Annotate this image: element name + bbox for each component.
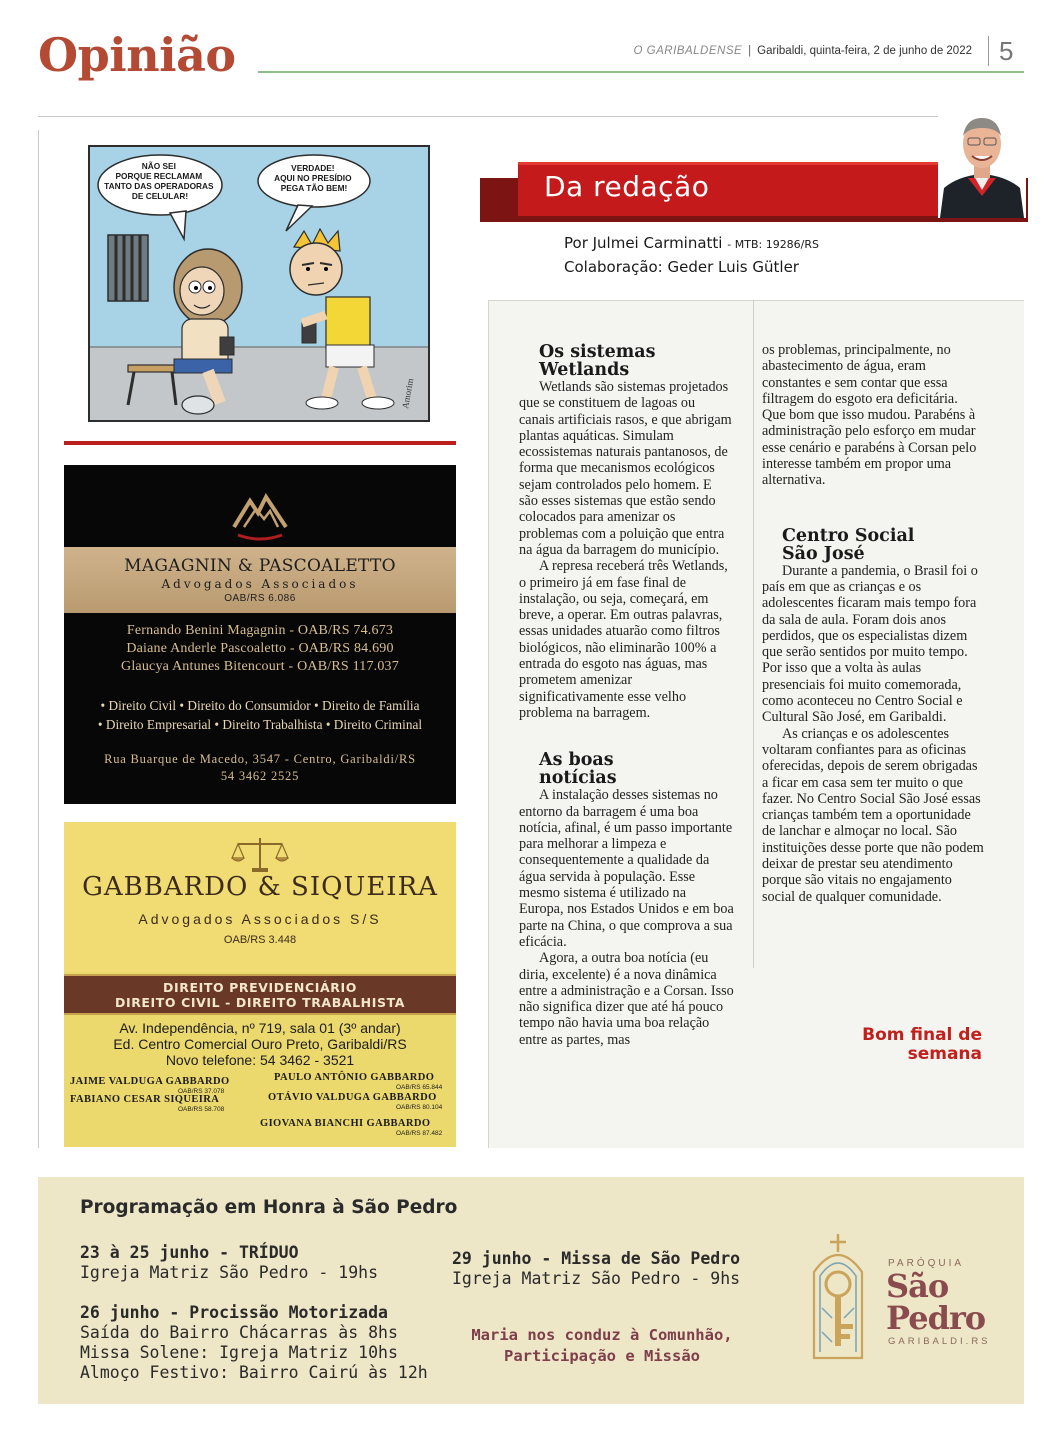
header-meta — [560, 45, 972, 57]
article-paragraph: Wetlands são sistemas projetados que se constituem de lagoas ou canais artificiais rasos, e que abrigam plantas aquáticas. Simulam ecossistemas naturais pantanosos, de forma que mecanismos ecológicos sejam controlados pelo homem. E são esses sistemas que estão sendo colocados para amenizar os problemas com a poluição que entra na água da barragem do município. — [519, 379, 732, 558]
ad2-address-line: Ed. Centro Comercial Ouro Preto, Garibaldi/RS — [113, 1036, 407, 1052]
ad2-lawyer-oab: OAB/RS 58.708 — [178, 1106, 225, 1113]
ad1-phone: 54 3462 2525 — [220, 769, 300, 783]
column-rule — [753, 300, 754, 968]
logo-city: GARIBALDI.RS — [888, 1336, 991, 1347]
event-title: 29 junho - Missa de São Pedro — [452, 1249, 741, 1268]
section-title: Opinião — [38, 28, 236, 82]
ad1-practice-areas — [64, 696, 456, 734]
ad2-practice-band — [64, 974, 456, 1015]
ad2-address-line: Av. Independência, nº 719, sala 01 (3º andar) — [119, 1020, 401, 1036]
event-title: 26 junho - Procissão Motorizada — [80, 1303, 388, 1322]
ad1-oab: OAB/RS 6.086 — [224, 593, 296, 604]
author-mtb: - MTB: 19286/RS — [727, 238, 820, 251]
ad2-lawyer-name: GIOVANA BIANCHI GABBARDO — [260, 1118, 431, 1129]
ad1-lawyer: Daiane Anderle Pascoaletto - OAB/RS 84.690 — [126, 641, 394, 656]
ad-gabbardo — [64, 822, 456, 1147]
section-heading: Centro Social São José — [782, 525, 915, 564]
header-separator: | — [748, 45, 752, 57]
ad2-lawyer-name: FABIANO CESAR SIQUEIRA — [70, 1094, 220, 1105]
panel-rule — [488, 300, 1024, 301]
column-title: Da redação — [544, 170, 710, 203]
ad2-address — [64, 1020, 456, 1068]
closing-note: Bom final de semana — [862, 1025, 982, 1064]
page-number: 5 — [988, 36, 1013, 66]
logo-name-line: São — [886, 1267, 949, 1305]
byline-collaboration: Colaboração: Geder Luis Gütler — [564, 258, 799, 276]
ad2-area-line: DIREITO CIVIL - DIREITO TRABALHISTA — [114, 995, 406, 1010]
byline — [564, 232, 819, 278]
event-detail: Saída do Bairro Chácarras às 8hs — [80, 1323, 398, 1342]
article-paragraph: As crianças e os adolescentes voltaram confiantes para as oficinas oferecidas, depois de serem obrigadas a ficar em casa sem ter muito o que fazer. No Centro Social São José essas crianças também tem a oportunidade de lanchar e almoçar no local. São instituições desse porte que não podem deixar de prestar seu atendimento porque são vitais no engajamento social de qualquer comunidade. — [762, 725, 984, 905]
ad2-lawyer-name: JAIME VALDUGA GABBARDO — [70, 1076, 230, 1087]
event-title: 23 à 25 junho - TRÍDUO — [80, 1243, 299, 1262]
ad1-name-band — [64, 547, 456, 613]
ad2-lawyers — [64, 1072, 456, 1147]
red-divider — [64, 441, 456, 445]
event-detail: Igreja Matriz São Pedro - 9hs — [452, 1269, 741, 1288]
banner-title: Programação em Honra à São Pedro — [80, 1197, 458, 1218]
ad1-firm-name: MAGAGNIN & PASCOALETTO — [124, 556, 396, 576]
ad2-lawyer-name: OTÁVIO VALDUGA GABBARDO — [268, 1092, 437, 1103]
ad1-address: Rua Buarque de Macedo, 3547 - Centro, Garibaldi/RS — [104, 752, 416, 766]
logo-name-line: Pedro — [886, 1299, 986, 1337]
article-paragraph: Agora, a outra boa notícia (eu diria, excelente) é a nova dinâmica entre a administração e a Corsan. Isso não significa dizer que até há pouco tempo não havia uma boa relação entre as partes, mas — [519, 950, 734, 1048]
ad2-phone: Novo telefone: 54 3462 - 3521 — [165, 1052, 355, 1068]
byline-author — [564, 232, 819, 256]
event-procissao — [80, 1303, 428, 1383]
ad1-area-line: • Direito Empresarial • Direito Trabalhista • Direito Criminal — [97, 717, 423, 732]
top-divider — [38, 116, 1024, 117]
ad-magagnin — [64, 465, 456, 804]
mountain-logo-icon — [230, 483, 290, 545]
header-rule — [258, 71, 1024, 73]
ad2-lawyer-oab: OAB/RS 65.844 — [396, 1084, 443, 1091]
author-photo — [938, 106, 1026, 218]
panel-rule — [488, 300, 489, 1148]
ad2-lawyer-oab: OAB/RS 37.078 — [178, 1088, 225, 1095]
ad2-oab: OAB/RS 3.448 — [223, 934, 297, 946]
ad2-lawyer-name: PAULO ANTÔNIO GABBARDO — [274, 1072, 435, 1083]
author-name: Por Julmei Carminatti — [564, 234, 723, 252]
ad2-lawyer-oab: OAB/RS 80.104 — [396, 1104, 443, 1111]
left-divider — [38, 130, 39, 1148]
cartoon — [88, 145, 430, 422]
logo-parish-label: PARÓQUIA — [888, 1258, 965, 1269]
ad1-contact — [64, 751, 456, 785]
scales-of-justice-icon — [230, 836, 290, 876]
cartoon-signature: Amorim — [400, 377, 416, 410]
article-paragraph: Durante a pandemia, o Brasil foi o país em que as crianças e os adolescentes ficaram mais tempo fora da sala de aula. Foram dois anos perdidos, que os especialistas dizem que serão sentidos por muito tempo. Por isso que a volta às aulas presenciais foi muito comemorada, como aconteceu no Centro Social e Cultural São José, em Garibaldi. — [762, 562, 978, 726]
paper-name: O GARIBALDENSE — [633, 45, 743, 57]
ad2-lawyer-oab: OAB/RS 87.482 — [396, 1130, 443, 1137]
ad1-area-line: • Direito Civil • Direito do Consumidor • Direito de Família — [100, 698, 420, 713]
ad2-area-line: DIREITO PREVIDENCIÁRIO — [163, 980, 357, 995]
event-missa — [452, 1249, 740, 1289]
ad1-subtitle: Advogados Associados — [161, 577, 359, 591]
motto-line: Participação e Missão — [504, 1347, 700, 1365]
article-paragraph: A represa receberá três Wetlands, o primeiro já em fase final de instalação, ou seja, começará, em breve, a operar. Em outras palavras, essas unidades atuarão como filtros biológicos, não eliminarão 100% a entrada do esgoto nas águas, mas prometem amenizar significativamente esse velho problema na barragem. — [519, 558, 728, 721]
ad1-lawyer: Fernando Benini Magagnin - OAB/RS 74.673 — [126, 623, 394, 638]
ad1-lawyers — [64, 622, 456, 676]
article-paragraph: os problemas, principalmente, no abastecimento de água, eram constantes e sem contar que essa filtragem do esgoto era deficitária. Que bom que isso mudou. Parabéns à administração pelo esforço em mudar esse cenário e parabéns à Corsan pelo interesse também em propor uma alternativa. — [762, 342, 977, 489]
event-triduo — [80, 1243, 378, 1283]
article-column-right — [762, 342, 984, 905]
section-heading: As boas notícias — [539, 750, 617, 789]
ad2-firm-name: GABBARDO & SIQUEIRA — [82, 872, 438, 902]
motto-line: Maria nos conduz à Comunhão, — [471, 1326, 733, 1344]
ad2-subtitle: Advogados Associados S/S — [138, 911, 382, 927]
bubble-left-text: NÃO SEI PORQUE RECLAMAM TANTO DAS OPERADORAS DE CELULAR! — [104, 161, 214, 201]
ad1-lawyer: Glaucya Antunes Bitencourt - OAB/RS 117.037 — [121, 659, 399, 674]
church-key-logo-icon — [800, 1232, 876, 1362]
event-detail: Almoço Festivo: Bairro Cairú às 12h — [80, 1363, 428, 1382]
article-paragraph: A instalação desses sistemas no entorno da barragem é uma boa notícia, afinal, é um passo importante para melhorar a limpeza e consequentemente a qualidade da água servida à população. Esse mesmo sistema é utilizado na Europa, nos Estados Unidos e em boa parte na China, o que comprova a sua eficácia. — [519, 787, 734, 950]
bubble-right-text: VERDADE! AQUI NO PRESÍDIO PEGA TÃO BEM! — [274, 163, 352, 193]
section-heading: Os sistemas Wetlands — [539, 342, 656, 380]
dateline: Garibaldi, quinta-feira, 2 de junho de 2022 — [757, 45, 972, 57]
logo-parish-name — [886, 1267, 986, 1337]
article-column-left — [519, 343, 734, 1048]
event-detail: Missa Solene: Igreja Matriz 10hs — [80, 1343, 398, 1362]
banner-motto — [440, 1325, 764, 1367]
event-detail: Igreja Matriz São Pedro - 19hs — [80, 1263, 379, 1282]
